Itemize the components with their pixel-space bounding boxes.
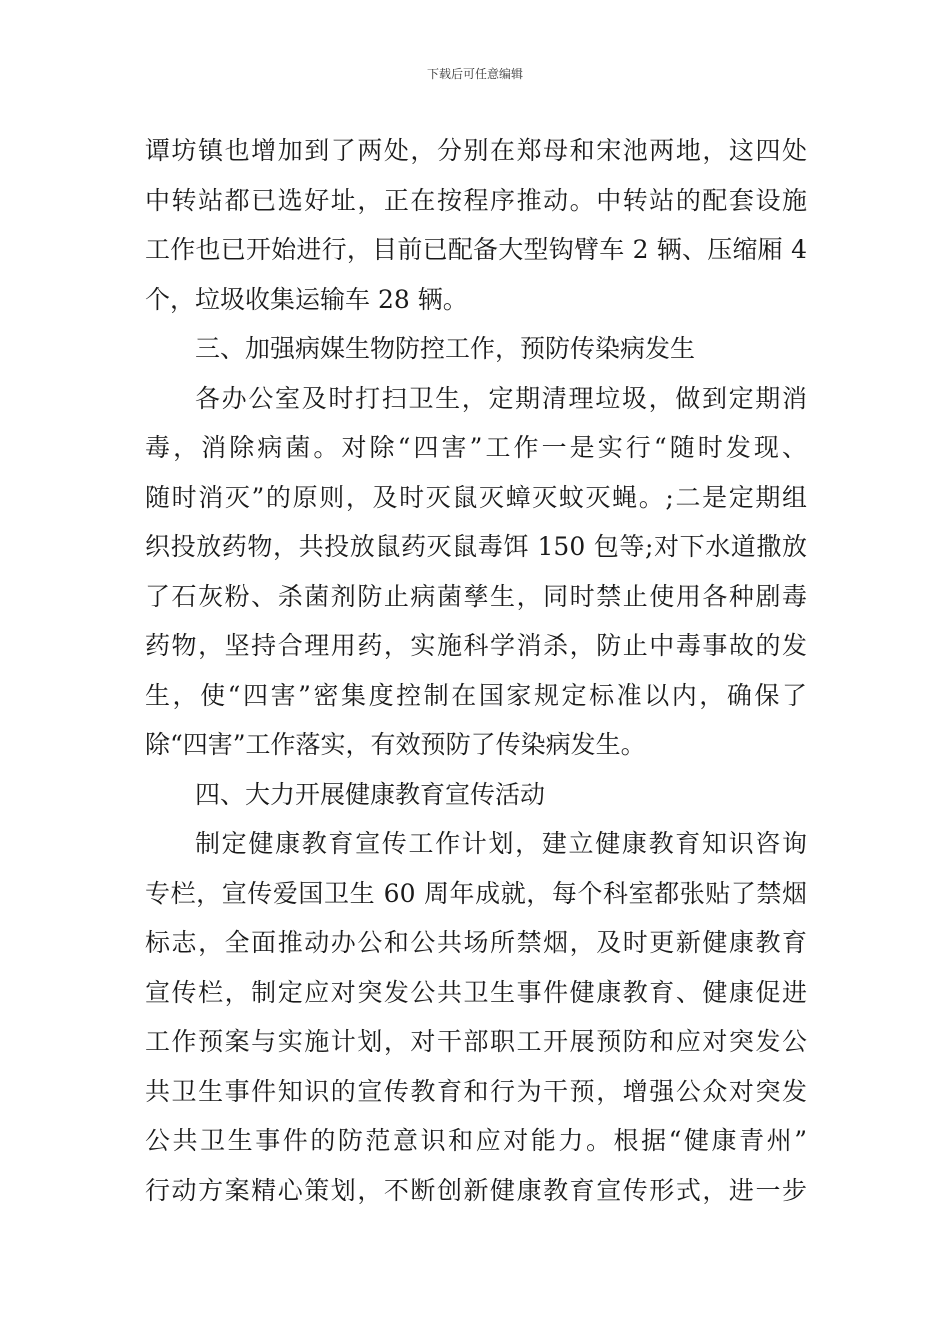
text-line: 毒，消除病菌。对除“四害”工作一是实行“随时发现、: [145, 433, 807, 462]
text-line: 药物，坚持合理用药，实施科学消杀，防止中毒事故的发: [145, 631, 807, 660]
text-line: 织投放药物，共投放鼠药灭鼠毒饵 150 包等;对下水道撒放: [145, 532, 807, 561]
section-heading: 三、加强病媒生物防控工作，预防传染病发生: [195, 334, 696, 363]
text-line: 制定健康教育宣传工作计划，建立健康教育知识咨询: [195, 829, 807, 858]
text-line: 行动方案精心策划，不断创新健康教育宣传形式，进一步: [145, 1175, 807, 1205]
text-line: 公共卫生事件的防范意识和应对能力。根据“健康青州”: [145, 1126, 807, 1155]
text-line: 各办公室及时打扫卫生，定期清理垃圾，做到定期消: [195, 383, 807, 413]
text-line: 工作也已开始进行，目前已配备大型钩臂车 2 辆、压缩厢 4: [145, 235, 807, 264]
text-line: 专栏，宣传爱国卫生 60 周年成就，每个科室都张贴了禁烟: [145, 878, 807, 908]
text-line: 除“四害”工作落实，有效预防了传染病发生。: [145, 730, 646, 759]
text-line: 中转站都已选好址，正在按程序推动。中转站的配套设施: [145, 185, 807, 215]
text-line: 宣传栏，制定应对突发公共卫生事件健康教育、健康促进: [145, 977, 807, 1007]
page-header: 下载后可任意编辑: [426, 67, 523, 81]
text-line: 随时消灭”的原则，及时灭鼠灭蟑灭蚊灭蝇。;二是定期组: [145, 482, 807, 512]
text-line: 个，垃圾收集运输车 28 辆。: [145, 284, 468, 314]
text-line: 共卫生事件知识的宣传教育和行为干预，增强公众对突发: [145, 1076, 807, 1106]
body-text: [145, 126, 807, 1215]
text-line: 标志，全面推动办公和公共场所禁烟，及时更新健康教育: [145, 928, 807, 957]
text-line: 生，使“四害”密集度控制在国家规定标准以内，确保了: [145, 680, 807, 710]
text-line: 工作预案与实施计划，对干部职工开展预防和应对突发公: [145, 1027, 807, 1056]
text-line: 谭坊镇也增加到了两处，分别在郑母和宋池两地，这四处: [145, 136, 807, 165]
text-line: 了石灰粉、杀菌剂防止病菌孳生，同时禁止使用各种剧毒: [145, 581, 807, 611]
section-heading: 四、大力开展健康教育宣传活动: [195, 779, 546, 809]
